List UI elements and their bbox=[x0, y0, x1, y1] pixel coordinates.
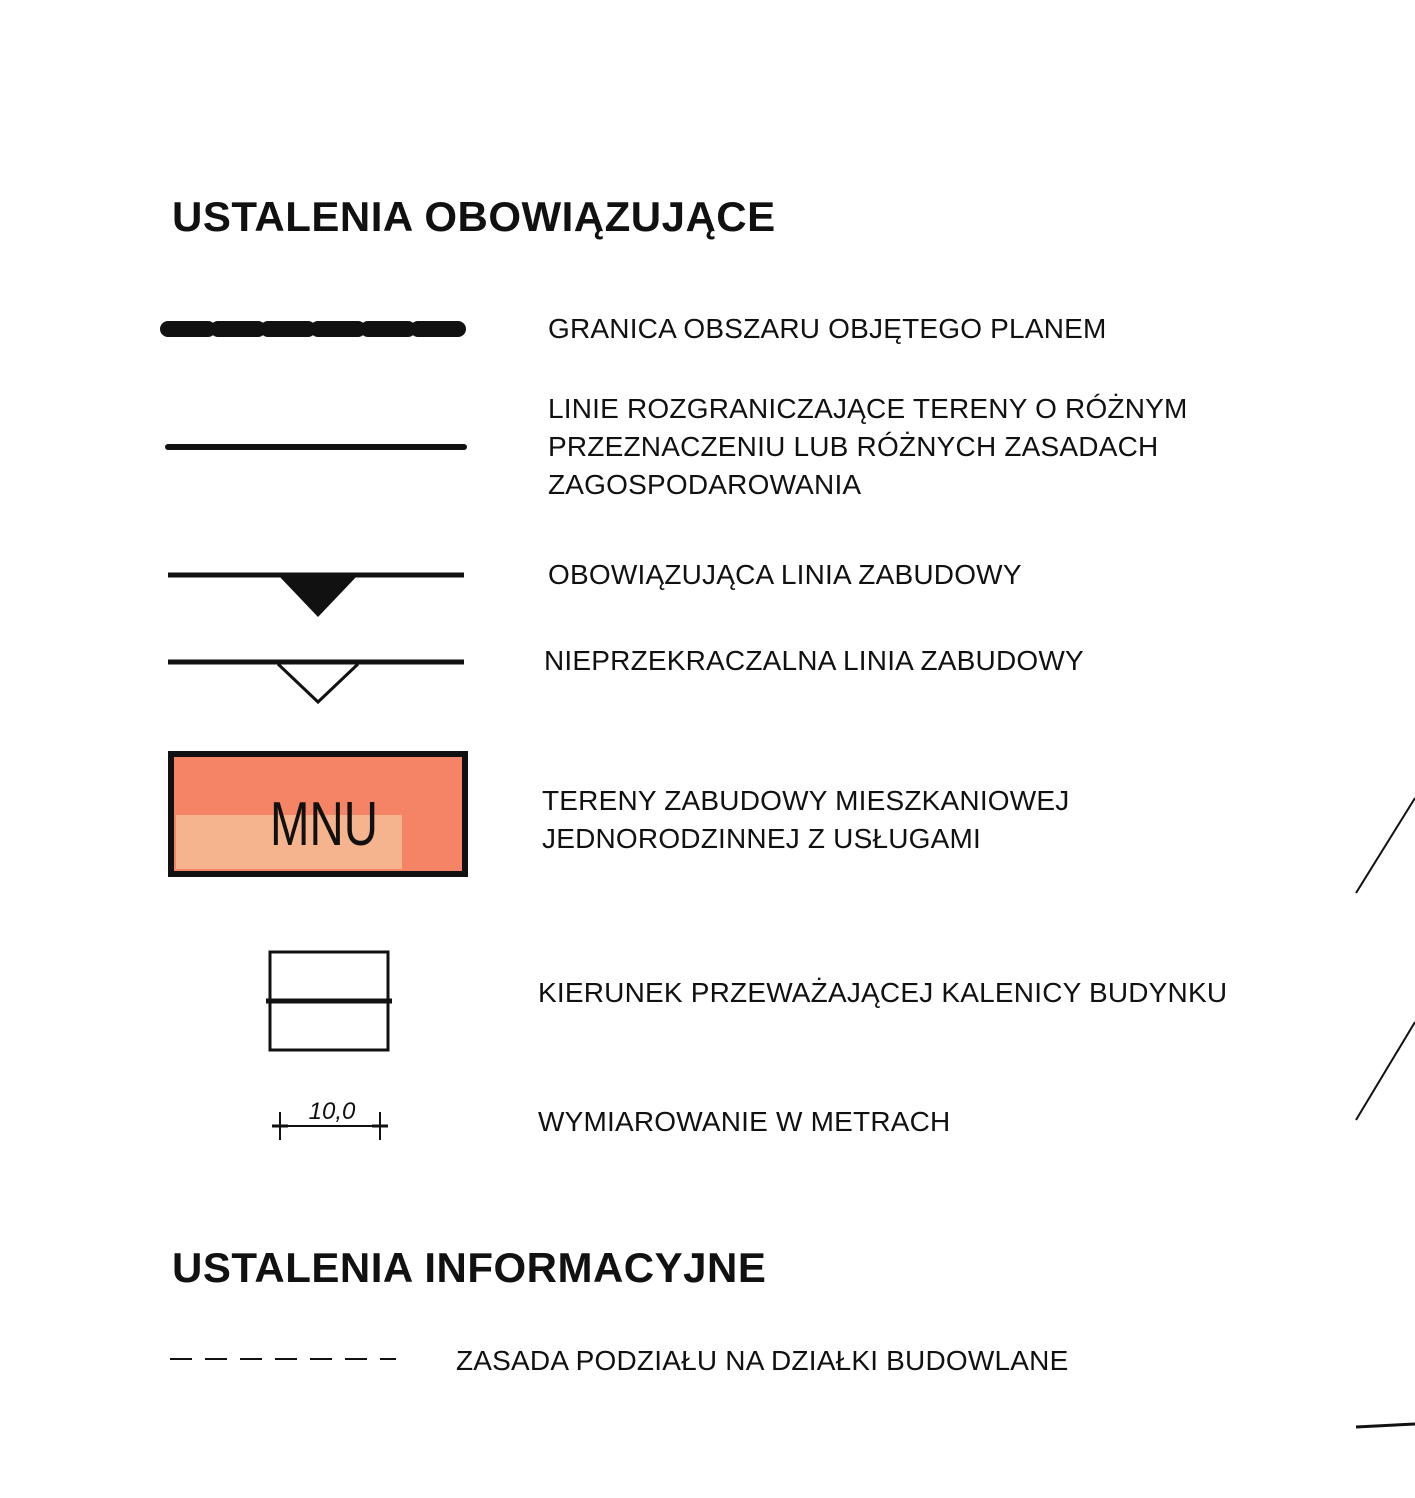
mandatory-building-line-label: OBOWIĄZUJĄCA LINIA ZABUDOWY bbox=[548, 559, 1022, 590]
dimension-label: WYMIAROWANIE W METRACH bbox=[538, 1106, 951, 1137]
dimension-symbol bbox=[268, 1092, 392, 1142]
binding-section-title: USTALENIA OBOWIĄZUJĄCE bbox=[172, 193, 776, 240]
ridge-direction-symbol bbox=[264, 949, 394, 1053]
demarcation-line-label-1: LINIE ROZGRANICZAJĄCE TERENY O RÓŻNYM bbox=[548, 393, 1188, 424]
dimension-value: 10,0 bbox=[308, 1098, 356, 1125]
mnu-zone-code: MNU bbox=[270, 790, 378, 859]
mandatory-building-line-symbol bbox=[166, 566, 468, 622]
nonexceedable-building-line-symbol bbox=[166, 654, 468, 708]
demarcation-line-label-2: PRZEZNACZENIU LUB RÓŻNYCH ZASADACH bbox=[548, 431, 1159, 462]
plot-division-symbol bbox=[168, 1352, 400, 1366]
plan-boundary-symbol bbox=[162, 314, 474, 344]
demarcation-line-symbol bbox=[166, 440, 468, 454]
mnu-zone-swatch bbox=[168, 751, 468, 877]
demarcation-line-label-3: ZAGOSPODAROWANIA bbox=[548, 469, 862, 500]
informational-section-title: USTALENIA INFORMACYJNE bbox=[172, 1244, 767, 1291]
nonexceedable-building-line-label: NIEPRZEKRACZALNA LINIA ZABUDOWY bbox=[544, 645, 1084, 676]
plot-division-label: ZASADA PODZIAŁU NA DZIAŁKI BUDOWLANE bbox=[456, 1345, 1069, 1376]
plan-boundary-label: GRANICA OBSZARU OBJĘTEGO PLANEM bbox=[548, 313, 1107, 344]
ridge-direction-label: KIERUNEK PRZEWAŻAJĄCEJ KALENICY BUDYNKU bbox=[538, 977, 1228, 1008]
mnu-zone-label-1: TERENY ZABUDOWY MIESZKANIOWEJ bbox=[542, 785, 1070, 816]
mnu-zone-label-2: JEDNORODZINNEJ Z USŁUGAMI bbox=[542, 823, 982, 854]
edge-map-lines bbox=[1350, 790, 1415, 1440]
